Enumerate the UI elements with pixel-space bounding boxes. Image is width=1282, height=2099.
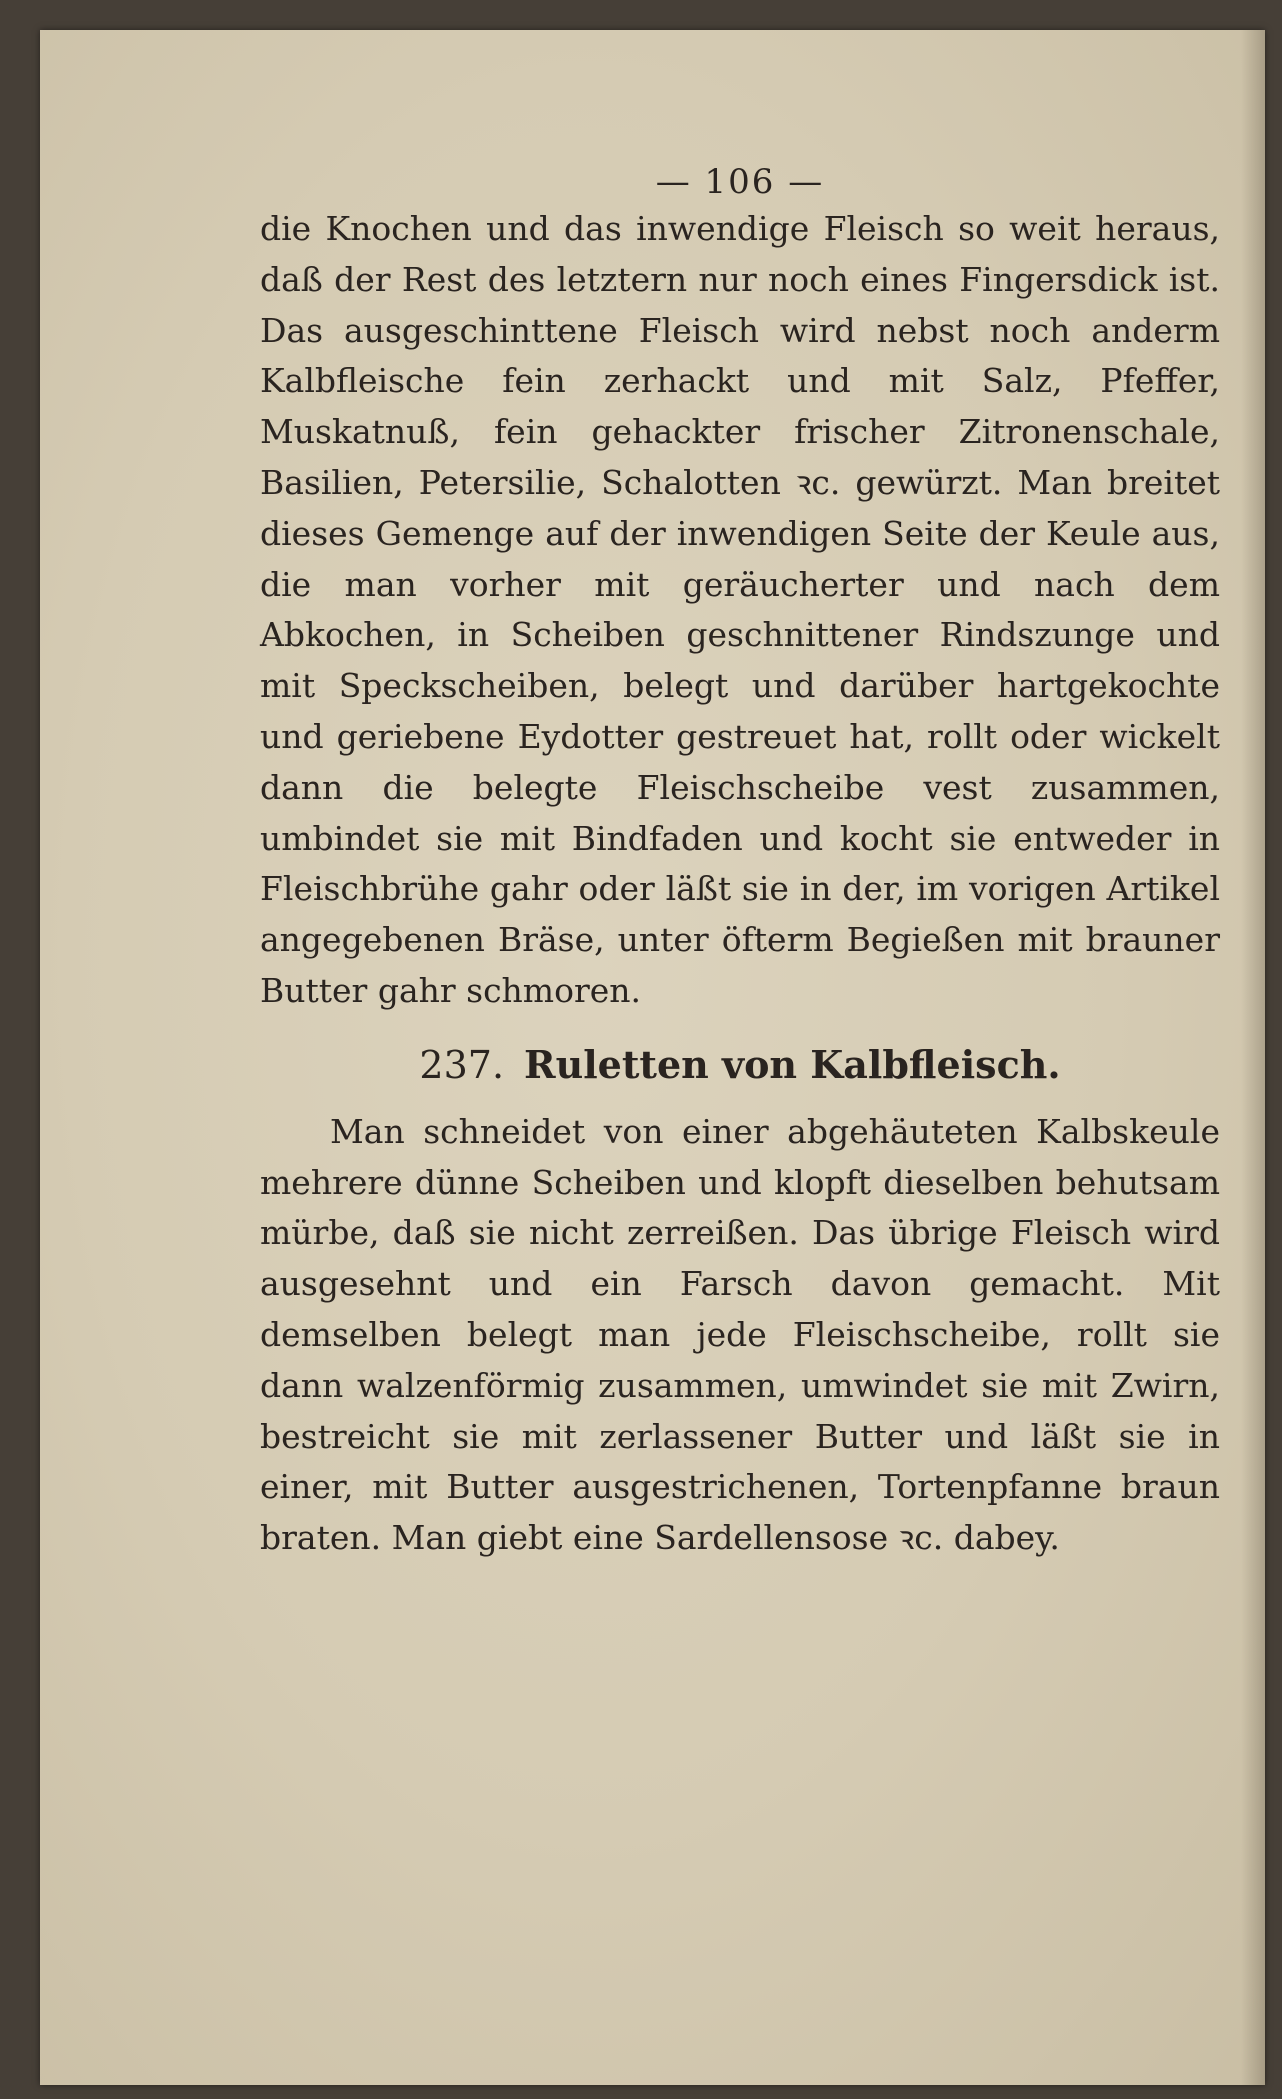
paragraph-recipe-237: Man schneidet von einer abgehäuteten Kalbskeule mehrere dünne Scheiben und klopft dieselben behutsam mürbe, daß sie nicht zerreißen. Das übrige Fleisch wird ausgesehnt und ein Farsch davon gemacht. Mit demselben belegt man jede Fleischscheibe, rollt sie dann walzenförmig zusammen, umwindet sie mit Zwirn, bestreicht sie mit zerlassener Butter und läßt sie in einer, mit Butter ausgestrichenen, Tortenpfanne braun braten. Man giebt eine Sardellensose ꝛc. dabey. [260, 1111, 1220, 1558]
section-title: Ruletten von Kalbfleisch. [524, 1041, 1061, 1087]
page-number-header: — 106 — [655, 162, 825, 202]
book-page [40, 30, 1265, 2085]
section-heading [260, 1035, 1220, 1095]
text-block [260, 160, 1220, 1564]
section-number: 237. [419, 1042, 505, 1087]
paragraph-continuation: die Knochen und das inwendige Fleisch so weit heraus, daß der Rest des letztern nur noch eines Fingersdick ist. Das ausgeschinttene Fleisch wird nebst noch anderm Kalbfleische fein zerhackt und mit Salz, Pfeffer, Muskatnuß, fein gehackter frischer Zitronenschale, Basilien, Petersilie, Schalotten ꝛc. gewürzt. Man breitet dieses Gemenge auf der inwendigen Seite der Keule aus, die man vorher mit geräucherter und nach dem Abkochen, in Scheiben geschnittener Rindszunge und mit Speckscheiben, belegt und darüber hartgekochte und geriebene Eydotter gestreuet hat, rollt oder wickelt dann die belegte Fleischscheibe vest zusammen, umbindet sie mit Bindfaden und kocht sie entweder in Fleischbrühe gahr oder läßt sie in der, im vorigen Artikel angegebenen Bräse, unter öfterm Begießen mit brauner Butter gahr schmoren. [260, 209, 1220, 1010]
